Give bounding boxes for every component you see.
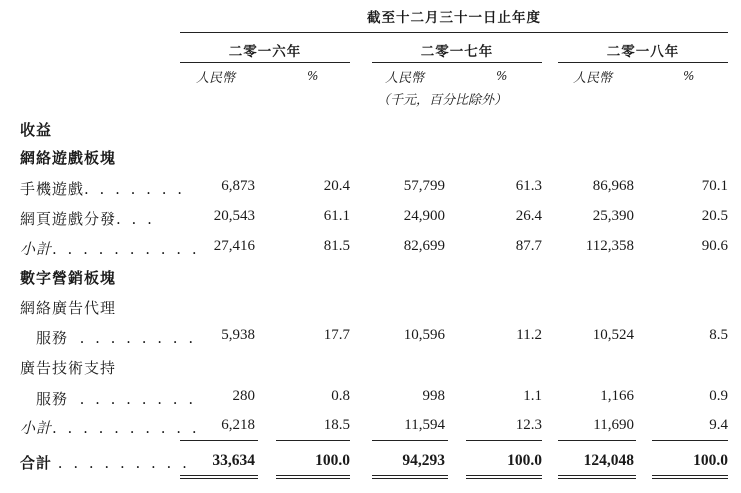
ad-agency-2016-rmb: 5,938 bbox=[221, 327, 255, 343]
total-2016-rmb: 33,634 bbox=[212, 452, 255, 469]
web-games-2017-pct: 26.4 bbox=[515, 208, 542, 224]
subtotal-marketing-2016-rmb: 6,218 bbox=[221, 417, 255, 433]
subtotal-games-2018-rmb: 112,358 bbox=[585, 238, 634, 254]
mobile-games-2018-pct: 70.1 bbox=[701, 178, 728, 194]
subtotal-games-2018-pct: 90.6 bbox=[701, 238, 728, 254]
currency-2017: 人民幣 bbox=[385, 71, 425, 86]
total-top-rule-2016-pct bbox=[276, 440, 350, 441]
total-2017-pct: 100.0 bbox=[507, 452, 542, 469]
total-bottom-rule-2018-rmb bbox=[558, 475, 636, 479]
web-games-2016-rmb: 20,543 bbox=[213, 208, 255, 224]
subtotal-games-label: 小計. . . . . . . . . . bbox=[20, 240, 200, 258]
percent-2016: % bbox=[307, 69, 319, 83]
web-games-2017-rmb: 24,900 bbox=[403, 208, 445, 224]
total-label: 合計 . . . . . . . . . bbox=[20, 454, 190, 472]
subtotal-games-2017-pct: 87.7 bbox=[515, 238, 542, 254]
year-2017: 二零一七年 bbox=[420, 44, 494, 60]
year-2018: 二零一八年 bbox=[606, 44, 680, 60]
ad-agency-2018-pct: 8.5 bbox=[709, 327, 728, 343]
ad-tech-2016-rmb: 280 bbox=[232, 388, 255, 404]
mobile-games-2017-rmb: 57,799 bbox=[403, 178, 445, 194]
ad-agency-label: 網絡廣告代理 bbox=[20, 299, 117, 317]
total-top-rule-2017-rmb bbox=[372, 440, 448, 441]
ad-tech-label: 廣告技術支持 bbox=[20, 359, 117, 377]
currency-2018: 人民幣 bbox=[573, 71, 613, 86]
subtotal-games-2016-rmb: 27,416 bbox=[213, 238, 255, 254]
mobile-games-label: 手機遊戲. . . . . . . bbox=[20, 180, 186, 198]
subtotal-games-2017-rmb: 82,699 bbox=[403, 238, 445, 254]
ad-tech-2018-pct: 0.9 bbox=[709, 388, 728, 404]
subtotal-marketing-label: 小計. . . . . . . . . . bbox=[20, 419, 200, 437]
ad-tech-2016-pct: 0.8 bbox=[331, 388, 350, 404]
ad-agency-2016-pct: 17.7 bbox=[323, 327, 350, 343]
subtotal-marketing-2016-pct: 18.5 bbox=[323, 417, 350, 433]
total-bottom-rule-2016-pct bbox=[276, 475, 350, 479]
total-2017-rmb: 94,293 bbox=[402, 452, 445, 469]
period-header: 截至十二月三十一日止年度 bbox=[367, 10, 541, 26]
ad-agency-2017-rmb: 10,596 bbox=[403, 327, 445, 343]
total-top-rule-2018-rmb bbox=[558, 440, 636, 441]
total-bottom-rule-2016-rmb bbox=[180, 475, 258, 479]
subtotal-marketing-2017-rmb: 11,594 bbox=[404, 417, 445, 433]
total-2018-rmb: 124,048 bbox=[583, 452, 634, 469]
ad-tech-service-label: 服務 . . . . . . . . bbox=[36, 390, 197, 408]
digital-marketing-label: 數字營銷板塊 bbox=[20, 269, 117, 287]
total-bottom-rule-2018-pct bbox=[652, 475, 728, 479]
year-underline-2018 bbox=[558, 62, 728, 63]
total-top-rule-2017-pct bbox=[466, 440, 542, 441]
ad-agency-service-label: 服務 . . . . . . . . bbox=[36, 329, 197, 347]
subtotal-marketing-2018-pct: 9.4 bbox=[709, 417, 728, 433]
total-2016-pct: 100.0 bbox=[315, 452, 350, 469]
web-games-2018-pct: 20.5 bbox=[701, 208, 728, 224]
total-top-rule-2016-rmb bbox=[180, 440, 258, 441]
total-bottom-rule-2017-pct bbox=[466, 475, 542, 479]
web-games-2018-rmb: 25,390 bbox=[592, 208, 634, 224]
percent-2017: % bbox=[496, 69, 508, 83]
ad-tech-2018-rmb: 1,166 bbox=[600, 388, 634, 404]
mobile-games-2017-pct: 61.3 bbox=[515, 178, 542, 194]
mobile-games-2016-rmb: 6,873 bbox=[221, 178, 255, 194]
ad-tech-2017-pct: 1.1 bbox=[523, 388, 542, 404]
ad-agency-2018-rmb: 10,524 bbox=[592, 327, 634, 343]
currency-2016: 人民幣 bbox=[196, 71, 236, 86]
year-2016: 二零一六年 bbox=[228, 44, 302, 60]
revenue-label: 收益 bbox=[20, 121, 53, 139]
subtotal-marketing-2018-rmb: 11,690 bbox=[593, 417, 634, 433]
total-2018-pct: 100.0 bbox=[693, 452, 728, 469]
total-bottom-rule-2017-rmb bbox=[372, 475, 448, 479]
subtotal-marketing-2017-pct: 12.3 bbox=[515, 417, 542, 433]
mobile-games-2016-pct: 20.4 bbox=[323, 178, 350, 194]
year-underline-2016 bbox=[180, 62, 350, 63]
period-underline bbox=[180, 32, 728, 33]
mobile-games-2018-rmb: 86,968 bbox=[592, 178, 634, 194]
unit-note: （千元，百分比除外） bbox=[377, 93, 508, 108]
web-games-label: 網頁遊戲分發. . . bbox=[20, 210, 155, 228]
subtotal-games-2016-pct: 81.5 bbox=[323, 238, 350, 254]
total-top-rule-2018-pct bbox=[652, 440, 728, 441]
ad-agency-2017-pct: 11.2 bbox=[516, 327, 542, 343]
web-games-2016-pct: 61.1 bbox=[323, 208, 350, 224]
ad-tech-2017-rmb: 998 bbox=[422, 388, 445, 404]
percent-2018: % bbox=[683, 69, 695, 83]
year-underline-2017 bbox=[372, 62, 542, 63]
online-games-label: 網絡遊戲板塊 bbox=[20, 149, 117, 167]
